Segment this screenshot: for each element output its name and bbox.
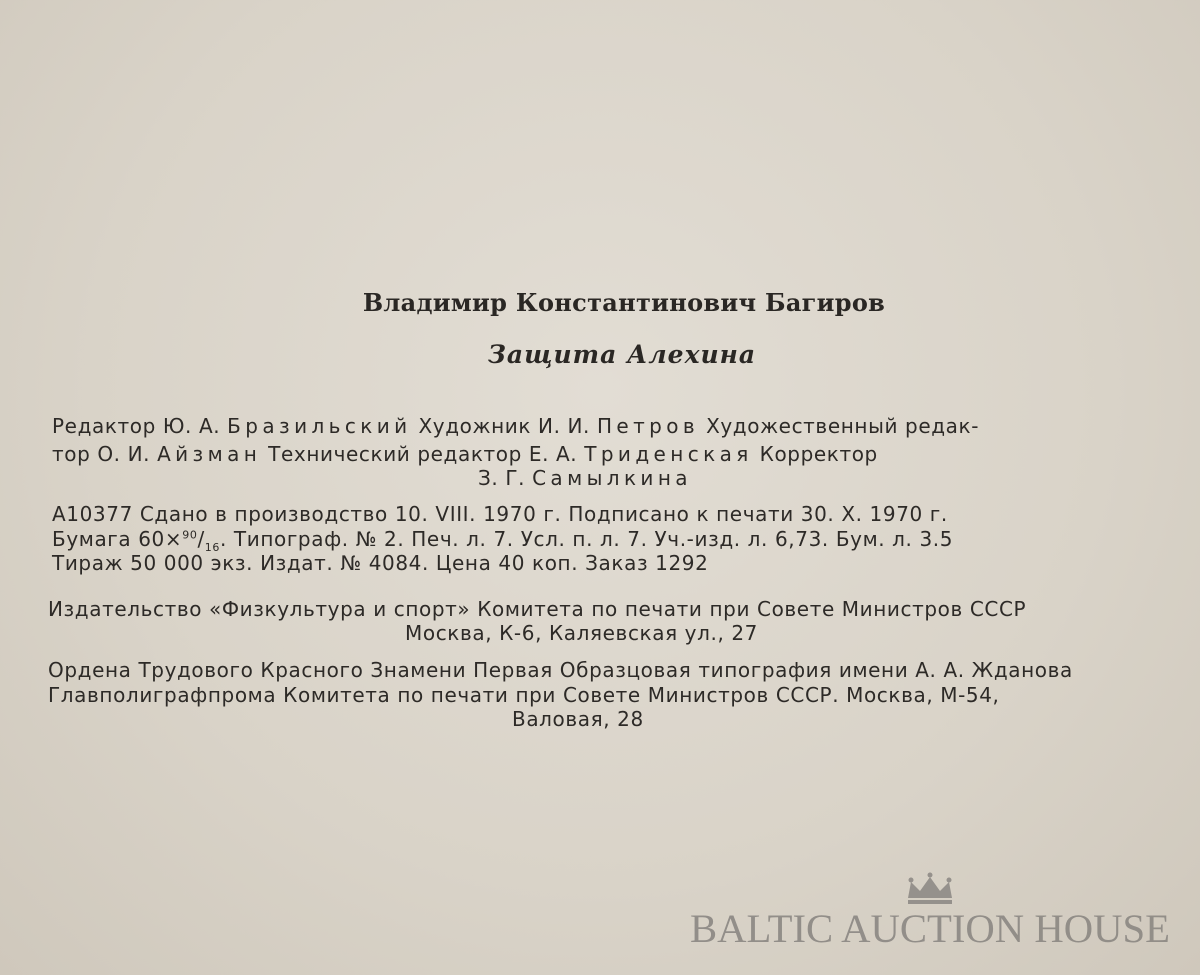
printer-line-3: Валовая, 28 bbox=[512, 707, 644, 731]
print-data-line-3: Тираж 50 000 экз. Издат. № 4084. Цена 40 коп. Заказ 1292 bbox=[52, 551, 709, 575]
printer-line-1: Ордена Трудового Красного Знамени Первая Образцовая типография имени А. А. Жданова bbox=[48, 658, 1073, 682]
paper-format-slash: / bbox=[197, 527, 205, 551]
credits-line-2 bbox=[52, 442, 878, 466]
crown-icon bbox=[908, 873, 952, 905]
credits-text: Художественный редак- bbox=[699, 414, 980, 438]
print-specs: . Типограф. № 2. Печ. л. 7. Усл. п. л. 7. Уч.-изд. л. 6,73. Бум. л. 3.5 bbox=[219, 527, 954, 551]
print-data-line-2 bbox=[52, 527, 953, 554]
artist-name: Петров bbox=[596, 414, 700, 438]
tech-editor-name: Триденская bbox=[584, 442, 753, 466]
paper-format: Бумага 60× bbox=[52, 527, 183, 551]
author-name: Владимир Константинович Багиров bbox=[362, 288, 886, 317]
book-title: Защита Алехина bbox=[487, 340, 757, 369]
print-data-line-1: А10377 Сдано в производство 10. VIII. 1970 г. Подписано к печати 30. X. 1970 г. bbox=[52, 502, 948, 526]
credits-line-1 bbox=[52, 414, 979, 438]
credits-text: Корректор bbox=[752, 442, 878, 466]
credits-text: З. Г. bbox=[478, 466, 533, 490]
paper-format-numerator: 90 bbox=[182, 528, 198, 542]
credits-line-3 bbox=[478, 466, 692, 490]
publisher-line-1: Издательство «Физкультура и спорт» Комитета по печати при Совете Министров СССР bbox=[48, 597, 1027, 621]
proofreader-name: Самылкина bbox=[532, 466, 692, 490]
paper-format-denominator: 16 bbox=[204, 541, 220, 554]
watermark-text: BALTIC AUCTION HOUSE bbox=[690, 906, 1170, 951]
credits-text: Технический редактор Е. А. bbox=[261, 442, 585, 466]
credits-text: тор О. И. bbox=[52, 442, 158, 466]
art-editor-name: Айзман bbox=[157, 442, 262, 466]
credits-text: Редактор Ю. А. bbox=[52, 414, 228, 438]
editor-name: Бразильский bbox=[227, 414, 412, 438]
printer-line-2: Главполиграфпрома Комитета по печати при Совете Министров СССР. Москва, М-54, bbox=[48, 683, 1000, 707]
publisher-line-2: Москва, К-6, Каляевская ул., 27 bbox=[405, 621, 759, 645]
credits-text: Художник И. И. bbox=[411, 414, 597, 438]
